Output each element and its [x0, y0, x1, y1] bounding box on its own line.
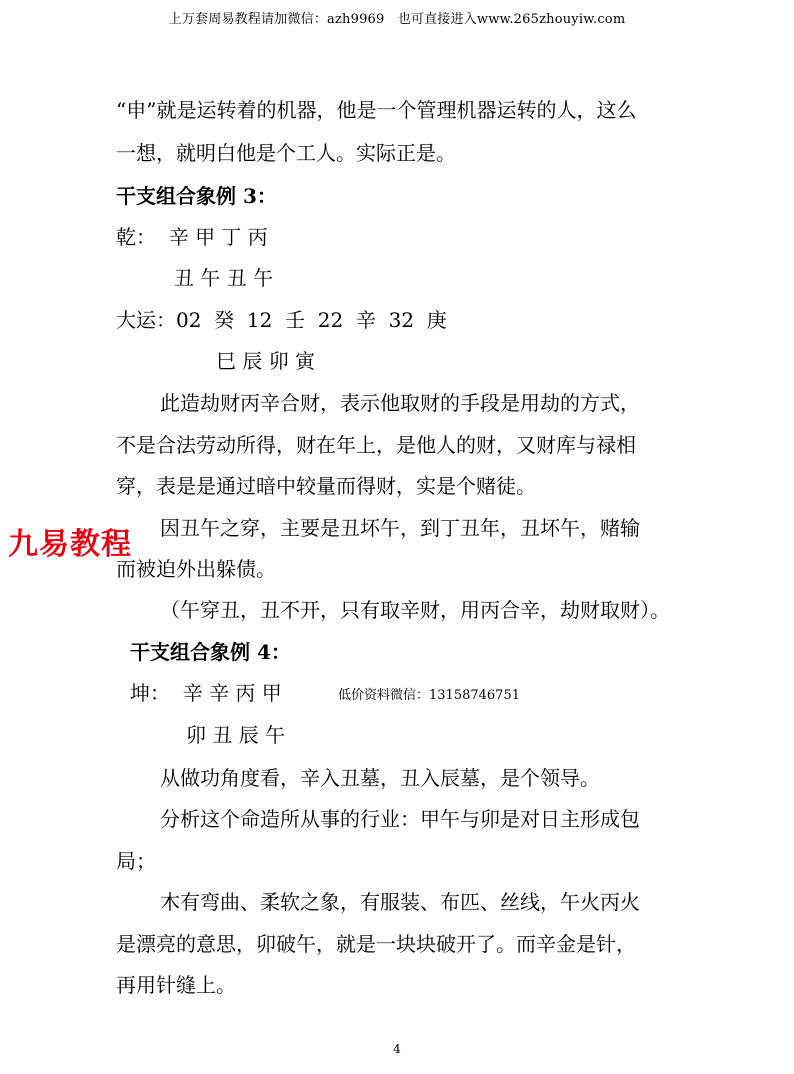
section-heading-example-3: 干支组合象例 3：: [116, 184, 277, 208]
dayun-branches: 巳 辰 卯 寅: [216, 349, 316, 373]
chart-kun-stems: 坤： 辛 辛 丙 甲: [130, 681, 282, 705]
paragraph-line-5: 穿，表是是通过暗中较量而得财，实是个赌徒。: [116, 474, 536, 498]
page-number: 4: [393, 1042, 401, 1056]
paragraph-line-12: 木有弯曲、柔软之象，有服装、布匹、丝线，午火丙火: [160, 890, 640, 914]
paragraph-line-2: 一想，就明白他是个工人。实际正是。: [116, 141, 456, 165]
paragraph-line-13: 是漂亮的意思，卯破午，就是一块块破开了。而辛金是针，: [116, 932, 636, 956]
paragraph-line-4: 不是合法劳动所得，财在年上，是他人的财，又财库与禄相: [116, 433, 636, 457]
paragraph-line-6: 因丑午之穿，主要是丑坏午，到丁丑年，丑坏午，赌输: [160, 516, 640, 540]
watermark-logo: 九易教程: [8, 527, 132, 562]
page-header: 上万套周易教程请加微信：azh9969 也可直接进入www.265zhouyiw.com: [168, 12, 626, 27]
dayun-line: 大运：02 癸 12 壬 22 辛 32 庚: [116, 308, 447, 332]
paragraph-line-9: 从做功角度看，辛入丑墓，丑入辰墓，是个领导。: [160, 766, 600, 790]
paragraph-line-10: 分析这个命造所从事的行业：甲午与卯是对日主形成包: [160, 807, 640, 831]
section-heading-example-4: 干支组合象例 4：: [130, 640, 291, 664]
paragraph-line-14: 再用针缝上。: [116, 973, 236, 997]
paragraph-line-11: 局；: [116, 849, 156, 873]
chart-qian-stems: 乾： 辛 甲 丁 丙: [116, 225, 268, 249]
paragraph-line-3: 此造劫财丙辛合财，表示他取财的手段是用劫的方式，: [160, 391, 640, 415]
chart-qian-branches: 丑 午 丑 午: [174, 266, 274, 290]
paragraph-line-1: “申”就是运转着的机器，他是一个管理机器运转的人，这么: [116, 98, 637, 122]
paragraph-line-7: 而被迫外出躲债。: [116, 557, 276, 581]
chart-kun-branches: 卯 丑 辰 午: [186, 723, 286, 747]
paragraph-line-8: （午穿丑，丑不开，只有取辛财，用丙合辛，劫财取财）。: [160, 598, 670, 622]
contact-note: 低价资料微信：13158746751: [338, 688, 520, 703]
